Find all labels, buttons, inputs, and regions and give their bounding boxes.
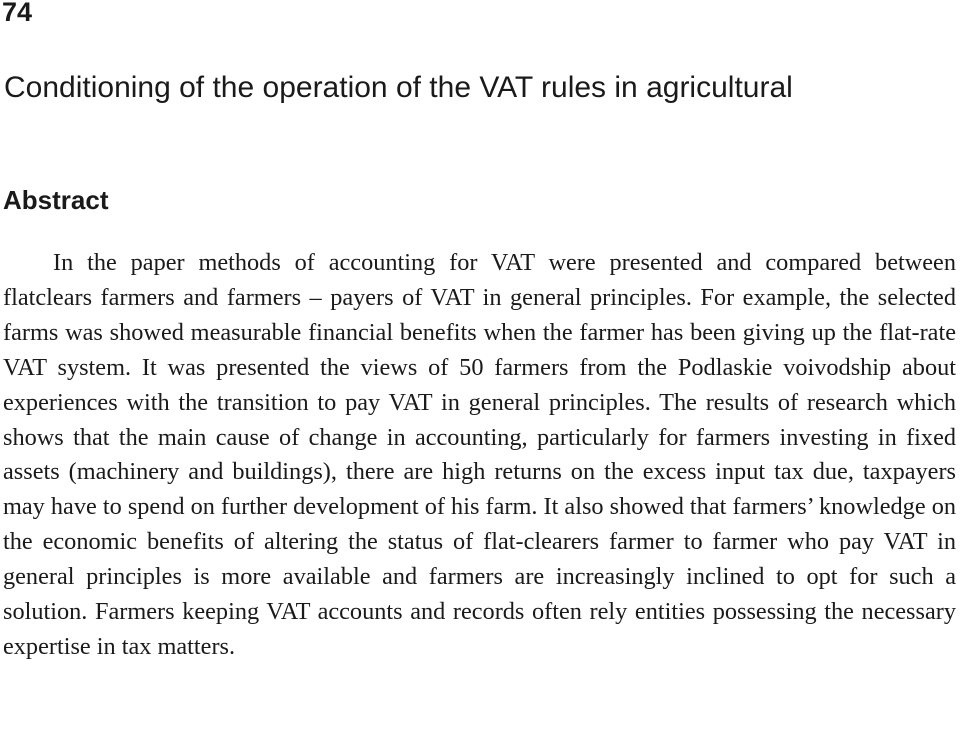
abstract-heading: Abstract xyxy=(3,185,109,215)
paper-title: Conditioning of the operation of the VAT rules in agricultural xyxy=(4,71,793,104)
abstract-paragraph: In the paper methods of accounting for VAT were presented and compared between flatclears farmers and farmers – payers of VAT in general principles. For example, the selected farms was showed measurable financial benefits when the farmer has been giving up the flat-rate VAT system. It was presented the views of 50 farmers from the Podlaskie voivodship about experiences with the transition to pay VAT in general principles. The results of research which shows that the main cause of change in accounting, particularly for farmers investing in fixed assets (machinery and buildings), there are high returns on the excess input tax due, taxpayers may have to spend on further development of his farm. It also showed that farmers’ knowledge on the economic benefits of altering the status of flat-clearers farmer to farmer who pay VAT in general principles is more available and farmers are increasingly inclined to opt for such a solution. Farmers keeping VAT accounts and records often rely entities possessing the necessary expertise in tax matters. xyxy=(3,249,956,660)
page-number: 74 xyxy=(2,0,33,27)
